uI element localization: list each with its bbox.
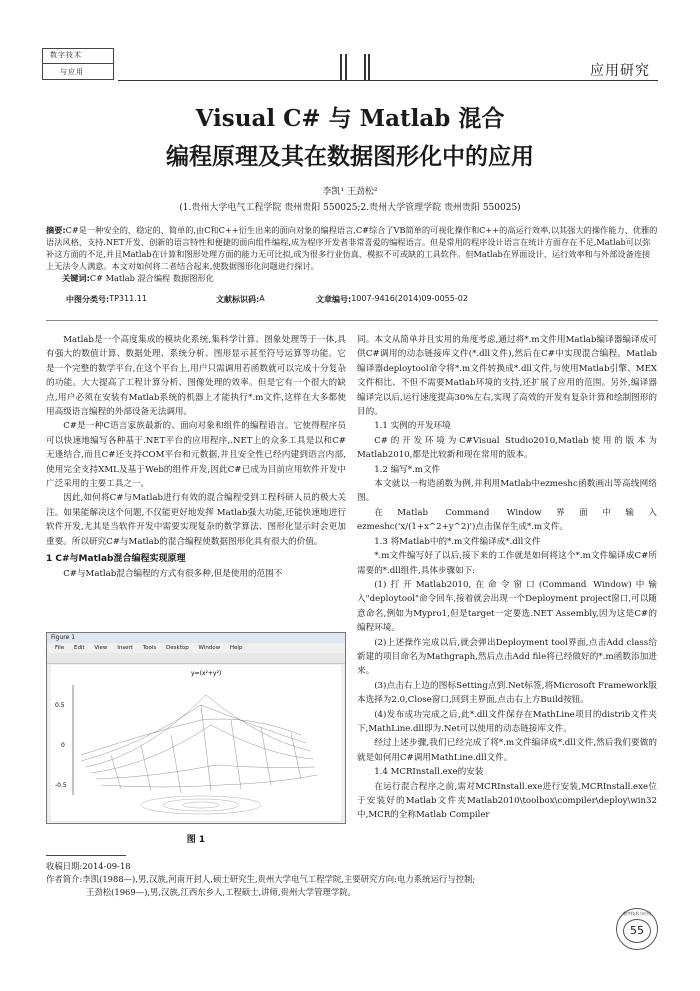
seal-text: 数字技术与应用 [623,911,651,916]
article-value: 1007-9416(2014)09-0055-02 [351,294,468,303]
clc-label: 中图分类号: [66,295,110,304]
right-column [357,333,657,823]
section-label: 应用研究 [590,63,650,79]
abstract-rule [46,320,658,321]
plot-title: y=(x²+y²) [191,670,222,677]
paragraph: 本文就以一构造函数为例,并利用Matlab中ezmeshc函数画出等高线网络图。 [357,479,657,504]
header-rule [118,80,658,81]
paragraph: *.m文件编写好了以后,接下来的工作就是如何将这个*.m文件编译成C#所需要的*.dll组件,具体步骤如下: [357,551,657,576]
mesh-plot [51,665,341,821]
figure-menubar [47,643,345,653]
paragraph: 经过上述步骤,我们已经完成了将*.m文件编译成*.dll文件,然后我们要做的就是如何用C#调用MathLine.dll文件。 [357,738,657,763]
footnote-rule [46,855,126,856]
journal-logo-divider [42,63,114,64]
author-bio-1: 作者简介:李凯(1988—),男,汉族,河南开封人,硕士研究生,贵州大学电气工程学院,主要研究方向:电力系统运行与控制; [46,874,476,884]
author-bio-2: 王劲松(1969—),男,汉族,江西东乡人,工程硕士,讲师,贵州大学管理学院。 [86,887,356,897]
section-heading: 1 C#与Matlab混合编程实现原理 [46,554,186,565]
paragraph: 因此,如何将C#与Matlab进行有效的混合编程受到工程科研人员的极大关注。如果能解决这个问题,不仅能更好地发挥 Matlab强大功能,还能快速地进行软件开发,尤其是当软件开发中需要实现复杂的数学算法、图形化显示时会更加重要。所以研究C#与Matlab的混合编程使数据图形化具有很大的价值。 [46,493,346,547]
title-line1: Visual C# 与 Matlab 混合 [195,105,505,132]
figure-caption: 图 1 [186,835,206,845]
menu-file: File [55,645,65,651]
menu-help: Help [229,645,243,651]
figure-window-title: Figure 1 [47,633,345,643]
paragraph: (4)发布成功完成之后,此*.dll文件保存在MathLine项目的distrib文件夹下,MathLine.dll即为.Net可以使用的动态链接库文件。 [357,709,657,734]
journal-name-line1: 数字技术 [50,51,82,59]
abstract [46,224,658,284]
clc-value: TP311.11 [109,294,147,303]
paragraph: (2)上述操作完成以后,就会弹出Deployment tool界面,点击Add class给新建的项目命名为Mathgraph,然后点击Add file将已经做好的*.m函数添加进来。 [357,637,657,677]
paragraph: 在Matlab Command Window界面中输入ezmeshc('x/(1+x^2+y^2)')点击保存生成*.m文件。 [357,507,657,533]
journal-name-line2: 与应用 [60,68,84,76]
menu-insert: Insert [117,645,133,651]
authors: 李凯¹ 王劲松² [322,187,378,197]
paragraph: C#与Matlab混合编程的方式有很多种,但是使用的范围不 [63,568,283,579]
title-line2: 编程原理及其在数据图形化中的应用 [166,144,534,170]
abstract-text: C#是一种安全的、稳定的、简单的,由C和C++衍生出来的面向对象的编程语言,C#综合了VB简单的可视化操作和C++的高运行效率,以其强大的操作能力、优雅的语法风格、支持.NET开发、创新的语言特性和便捷的面向组件编程,成为程序开发者非常喜爱的编程语言。但是常用的程序设计语言在统计方面存在不足,Matlab可以弥补这方面的不足,并且Matlab在计算和图形处理方面的能力无可比拟,成为很多行业仿真、模拟不可或缺的工具软件。但Matlab在界面设计、运行效率和与外部设备连接上无法令人满意。本文对如何将二者结合起来,使数据图形化问题进行探讨。 [46,225,658,271]
menu-view: View [94,645,108,651]
paragraph: (3)点击右上边的图标Setting点到.Net标签,将Microsoft Framework版本选择为2.0,Close窗口,回到主界面,点击右上方Build按钮。 [357,680,657,706]
menu-tools: Tools [142,645,157,651]
affiliation: (1.贵州大学电气工程学院 贵州贵阳 550025;2.贵州大学管理学院 贵州贵阳 550025) [179,203,521,213]
header-bars-ornament [340,54,370,80]
left-column [46,333,346,581]
received-date: 收稿日期:2014-09-18 [46,861,131,871]
paragraph: C#是一种C语言家族最新的、面向对象和组件的编程语言。它使得程序员可以快速地编写各种基于.NET平台的应用程序,.NET上的众多工具是以和C#无逢结合,而且C#还支持COM平台和元数据,并且安全性已经内建到语言内部,使用完全支持XML及基于Web的组件开发,因此C#已成为目前应用软件开发中广泛采用的主要工具之一。 [46,421,346,490]
mesh-surface-graphic [51,665,341,821]
menu-edit: Edit [73,645,85,651]
doc-value: A [259,294,265,303]
subsection-heading: 1.2 编写*.m文件 [374,464,441,475]
abstract-label: 摘要: [46,225,66,235]
article-label: 文章编号: [316,295,352,304]
paragraph: (1)打开Matlab2010,在命令窗口(Command Window)中输入"deploytool"命令回车,接着就会出现一个Deployment project窗口,可以随意命名,例如为Mypro1,但是target一定要选.NET Assembly,因为这是C#的编程环境。 [357,579,657,634]
page-number: 55 [623,919,651,943]
paragraph: Matlab是一个高度集成的模块化系统,集科学计算、图象处理等于一体,具有强大的数值计算、数据处理、系统分析、图形显示甚至符号运算等功能。它是一个完整的数学平台,在这个平台上,用户只需调用若函数就可以完成十分复杂的功能。大大提高了工程计算分析、图像处理的效率。但是它有一个很大的缺点,用户必须在安装有Matlab系统的机器上才能执行*.m文件,这样在大多都使用高级语言编程的外部设备无法调用。 [46,335,346,418]
ytick-label: 0 [61,742,65,749]
subsection-heading: 1.1 实例的开发环境 [374,421,451,432]
menu-desktop: Desktop [166,645,189,651]
figure-1 [46,632,346,824]
page-number-seal [616,908,658,950]
doc-label: 文献标识码: [216,295,260,304]
keywords-label: 关键词: [62,273,90,283]
figure-toolbar [47,653,345,664]
ytick-label: -0.5 [55,782,67,789]
menu-window: Window [198,645,221,651]
paragraph: 在运行混合程序之前,需对MCRInstall.exe进行安装,MCRInstall.exe位于安装好的Matlab文件夹Matlab2010\toolbox\compiler\deploy\win32中,MCR的全称Matlab Compiler [357,781,657,821]
subsection-heading: 1.4 MCRInstall.exe的安装 [374,767,484,778]
ytick-label: 0.5 [55,702,65,709]
subsection-heading: 1.3 将Matlab中的*.m文件编译成*.dll文件 [374,536,541,547]
paragraph: C#的开发环境为C#Visual Studio2010,Matlab使用的版本为Matlab2010,都是比较新和现在常用的版本。 [357,435,657,461]
keywords: C# Matlab 混合编程 数据图形化 [89,273,214,283]
paragraph: 同。本文从简单并且实用的角度考虑,通过将*.m文件用Matlab编译器编译成可供C#调用的动态链接库文件(*.dll文件),然后在C#中实现混合编程。Matlab编译器deploytool命令将*.m文件转换成*.dll文件,与使用Matlab引擎、MEX文件相比、不但不需要Matlab环境的支持,还扩展了应用的范围。另外,编译器编译完以后,运行速度提高30%左右,实现了高效的开发有复杂计算和绘制图形的目的。 [357,335,657,418]
